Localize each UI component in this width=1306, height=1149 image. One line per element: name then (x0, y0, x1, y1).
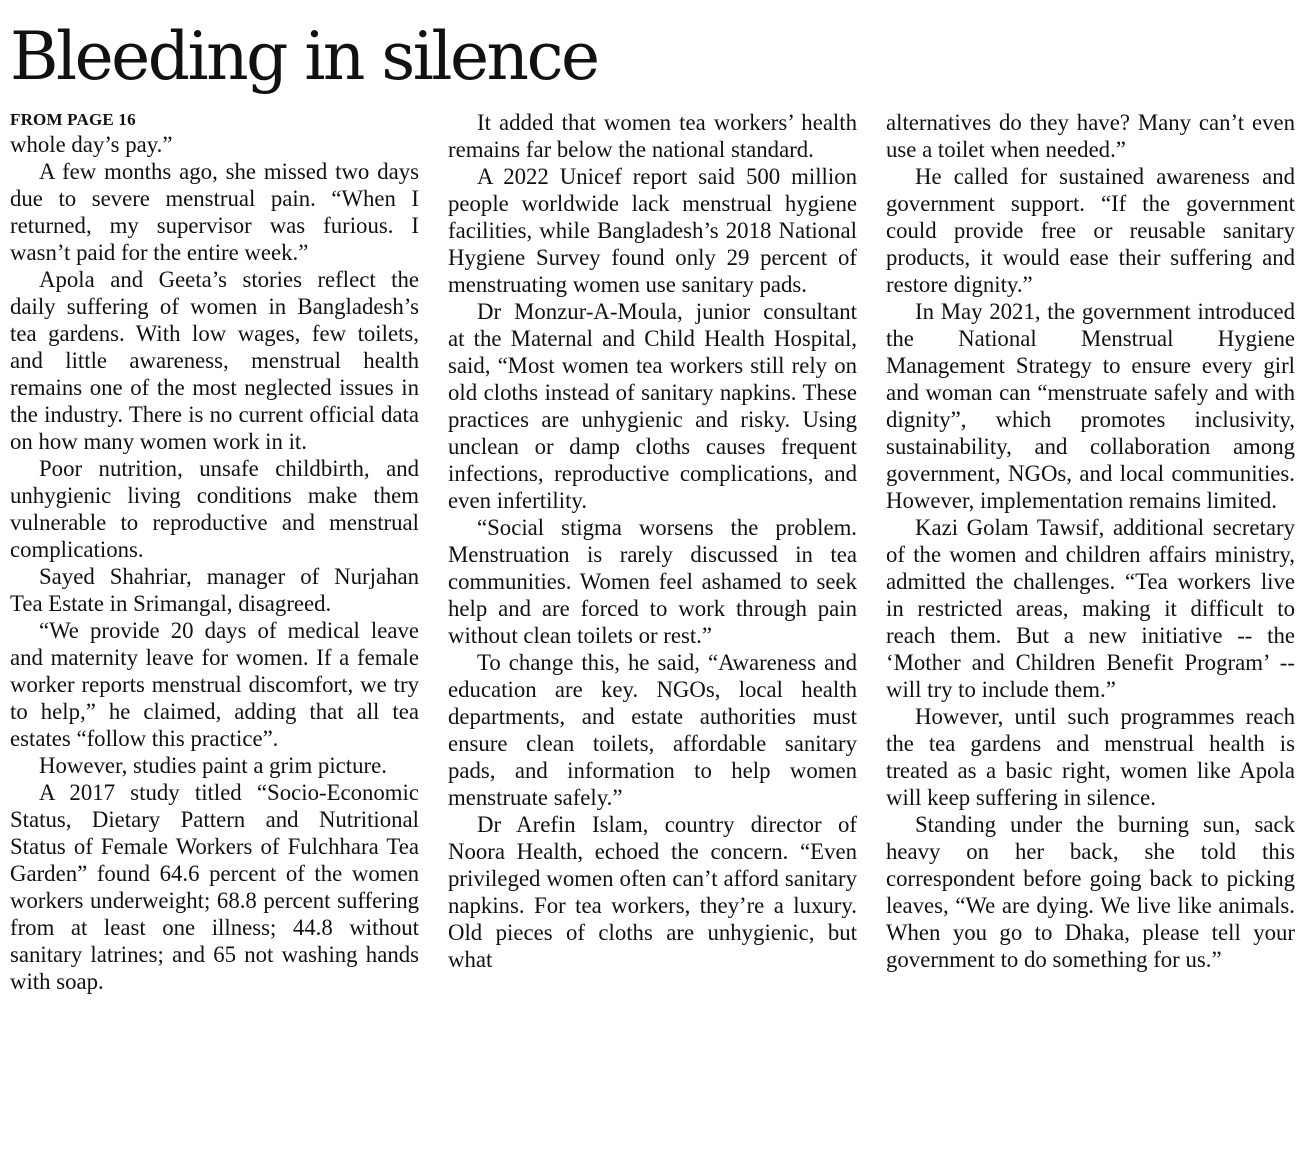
article-column-1 (10, 109, 419, 995)
paragraph: Sayed Shahriar, manager of Nurjahan Tea Estate in Srimangal, disagreed. (10, 564, 419, 616)
headline: Bleeding in silence (10, 18, 598, 95)
continued-from-label: FROM PAGE 16 (10, 110, 136, 129)
paragraph: It added that women tea workers’ health remains far below the national standard. (448, 110, 857, 162)
paragraph: whole day’s pay.” (10, 132, 173, 157)
paragraph: Dr Monzur-A-Moula, junior consultant at the Maternal and Child Health Hospital, said, “Most women tea workers still rely on old cloths instead of sanitary napkins. These practices are unhygienic and risky. Using unclean or damp cloths causes frequent infections, reproductive complications, and even infertility. (448, 299, 857, 513)
paragraph: Kazi Golam Tawsif, additional secretary of the women and children affairs ministry, admitted the challenges. “Tea workers live in restricted areas, making it difficult to reach them. But a new initiative -- the ‘Mother and Children Benefit Program’ -- will try to include them.” (886, 515, 1295, 702)
paragraph: A few months ago, she missed two days due to severe menstrual pain. “When I returned, my supervisor was furious. I wasn’t paid for the entire week.” (10, 159, 419, 265)
paragraph: To change this, he said, “Awareness and education are key. NGOs, local health departments, and estate authorities must ensure clean toilets, affordable sanitary pads, and information to help women menstruate safely.” (448, 650, 857, 810)
paragraph: However, studies paint a grim picture. (39, 753, 387, 778)
article-column-3 (886, 109, 1295, 973)
paragraph: “We provide 20 days of medical leave and maternity leave for women. If a female worker reports menstrual discomfort, we try to help,” he claimed, adding that all tea estates “follow this practice”. (10, 618, 419, 751)
paragraph: He called for sustained awareness and government support. “If the government could provide free or reusable sanitary products, it would ease their suffering and restore dignity.” (886, 164, 1295, 297)
article-column-2 (448, 109, 857, 973)
paragraph: Poor nutrition, unsafe childbirth, and unhygienic living conditions make them vulnerable to reproductive and menstrual complications. (10, 456, 419, 562)
paragraph: A 2017 study titled “Socio-Economic Status, Dietary Pattern and Nutritional Status of Female Workers of Fulchhara Tea Garden” found 64.6 percent of the women workers underweight; 68.8 percent suffering from at least one illness; 44.8 without sanitary latrines; and 65 not washing hands with soap. (10, 780, 419, 994)
paragraph: In May 2021, the government introduced the National Menstrual Hygiene Management Strategy to ensure every girl and woman can “menstruate safely and with dignity”, which promotes inclusivity, sustainability, and collaboration among government, NGOs, and local communities. However, implementation remains limited. (886, 299, 1295, 513)
paragraph: However, until such programmes reach the tea gardens and menstrual health is treated as a basic right, women like Apola will keep suffering in silence. (886, 704, 1295, 810)
paragraph: A 2022 Unicef report said 500 million people worldwide lack menstrual hygiene facilities, while Bangladesh’s 2018 National Hygiene Survey found only 29 percent of menstruating women use sanitary pads. (448, 164, 857, 297)
paragraph: Apola and Geeta’s stories reflect the daily suffering of women in Bangladesh’s tea gardens. With low wages, few toilets, and little awareness, menstrual health remains one of the most neglected issues in the industry. There is no current official data on how many women work in it. (10, 267, 419, 454)
paragraph: alternatives do they have? Many can’t even use a toilet when needed.” (886, 110, 1295, 162)
paragraph: “Social stigma worsens the problem. Menstruation is rarely discussed in tea communities. Women feel ashamed to seek help and are forced to work through pain without clean toilets or rest.” (448, 515, 857, 648)
paragraph: Standing under the burning sun, sack heavy on her back, she told this correspondent before going back to picking leaves, “We are dying. We live like animals. When you go to Dhaka, please tell your government to do something for us.” (886, 812, 1295, 972)
paragraph: Dr Arefin Islam, country director of Noora Health, echoed the concern. “Even privileged women often can’t afford sanitary napkins. For tea workers, they’re a luxury. Old pieces of cloths are unhygienic, but what (448, 812, 857, 972)
